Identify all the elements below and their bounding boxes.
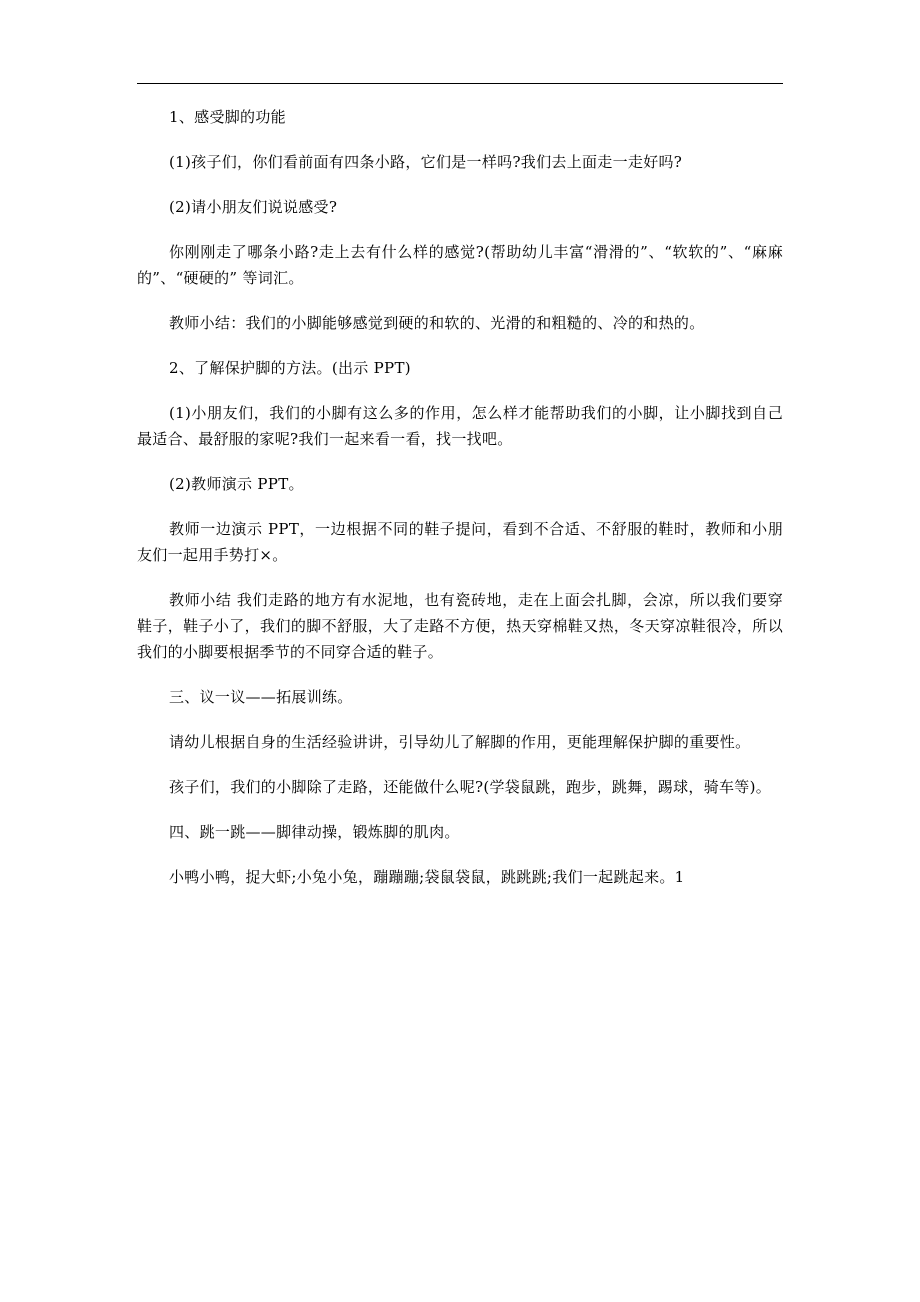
paragraph: 教师一边演示 PPT，一边根据不同的鞋子提问，看到不合适、不舒服的鞋时，教师和小朋友们一起用手势打×。 xyxy=(137,520,783,564)
section-heading-feel-foot: 1、感受脚的功能 xyxy=(169,108,286,126)
paragraph: (2)教师演示 PPT。 xyxy=(169,475,304,493)
teacher-summary: 教师小结：我们的小脚能够感觉到硬的和软的、光滑的和粗糙的、冷的和热的。 xyxy=(169,314,705,332)
paragraph: 小鸭小鸭，捉大虾;小兔小兔，蹦蹦蹦;袋鼠袋鼠，跳跳跳;我们一起跳起来。1 xyxy=(169,868,685,886)
paragraph: (1)孩子们，你们看前面有四条小路，它们是一样吗?我们去上面走一走好吗? xyxy=(169,153,683,171)
section-heading-protect-foot: 2、了解保护脚的方法。(出示 PPT) xyxy=(169,359,411,377)
teacher-summary: 教师小结 我们走路的地方有水泥地，也有瓷砖地，走在上面会扎脚，会凉，所以我们要穿鞋子，鞋子小了，我们的脚不舒服，大了走路不方便，热天穿棉鞋又热，冬天穿凉鞋很冷，所以我们的小脚要根据季节的不同穿合适的鞋子。 xyxy=(137,591,783,661)
header-rule xyxy=(137,83,783,84)
document-body xyxy=(137,104,783,890)
paragraph: 孩子们，我们的小脚除了走路，还能做什么呢?(学袋鼠跳，跑步，跳舞，踢球，骑车等)。 xyxy=(169,778,772,796)
paragraph: 请幼儿根据自身的生活经验讲讲，引导幼儿了解脚的作用，更能理解保护脚的重要性。 xyxy=(169,733,751,751)
paragraph: (1)小朋友们，我们的小脚有这么多的作用，怎么样才能帮助我们的小脚，让小脚找到自己最适合、最舒服的家呢?我们一起来看一看，找一找吧。 xyxy=(137,404,783,448)
section-heading-discuss: 三、议一议——拓展训练。 xyxy=(169,688,353,706)
paragraph: 你刚刚走了哪条小路?走上去有什么样的感觉?(帮助幼儿丰富“滑滑的”、“软软的”、“麻麻的”、“硬硬的” 等词汇。 xyxy=(137,243,783,287)
paragraph: (2)请小朋友们说说感受? xyxy=(169,198,338,216)
section-heading-jump: 四、跳一跳——脚律动操，锻炼脚的肌肉。 xyxy=(169,823,460,841)
